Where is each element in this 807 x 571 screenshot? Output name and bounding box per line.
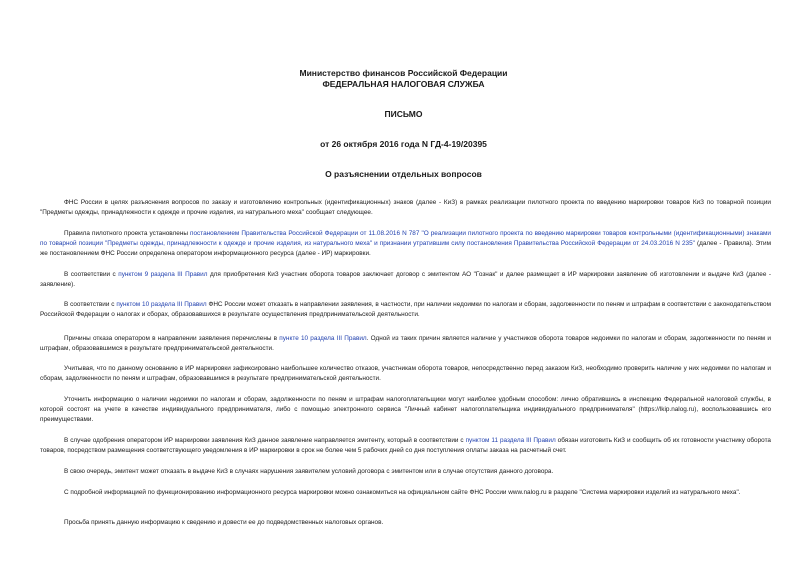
document-subject: О разъяснении отдельных вопросов	[325, 169, 482, 179]
paragraph-11: Просьба принять данную информацию к сведению и довести ее до подведомственных налоговых органов.	[64, 519, 384, 526]
document-type: ПИСЬМО	[384, 109, 423, 119]
rule-link[interactable]: пунктом 10 раздела III Правил	[116, 301, 207, 308]
rule-link[interactable]: пунктом 9 раздела III Правил	[118, 271, 208, 278]
paragraph-5	[40, 334, 771, 354]
rule-link[interactable]: пунктом 11 раздела III Правил	[465, 437, 556, 444]
paragraph-text: Правила пилотного проекта установлены	[64, 230, 191, 237]
paragraph-text: В случае одобрения оператором ИР маркировки заявления КиЗ данное заявление направляется эмитенту, который в соответствии с	[64, 437, 466, 444]
service-name: ФЕДЕРАЛЬНАЯ НАЛОГОВАЯ СЛУЖБА	[322, 79, 485, 89]
paragraph-2	[40, 229, 771, 259]
paragraph-6: Учитывая, что по данному основанию в ИР маркировки зафиксировано наибольшее количество отказов, участникам оборота товаров, непосредственно перед заказом КиЗ, необходимо проверить наличие у них недоимки по налогам и сборам, задолженности по пеням и штрафам, образовавшимся в результате предпринимательской деятельности.	[40, 365, 771, 382]
paragraph-text: . Одной из таких причин является наличие у участников оборота товаров недоимки по налогам и сборам, задолженности по пеням и штрафам, образовавшимся в результате предпринимательской деятельности.	[40, 335, 771, 352]
decree-link[interactable]: постановлением Правительства Российской Федерации от 11.08.2016 N 787 "О реализации пилотного проекта по введению маркировки товаров контрольными (идентификационными) знаками по товарной позиции "Предметы одежды, принадлежности к одежде и прочие изделия, из натурального меха" и признании утратившим силу постановления Правительства Российской Федерации от 24.03.2016 N 235"	[40, 230, 771, 247]
paragraph-9: В свою очередь, эмитент может отказать в выдаче КиЗ в случаях нарушения заявителем условий договора с эмитентом или в случае отсутствия данного договора.	[64, 468, 554, 475]
paragraph-7: Уточнить информацию о наличии недоимки по налогам и сборам, задолженности по пеням и штрафам налогоплательщики могут наиболее удобным способом: лично обратившись в инспекцию Федеральной налоговой службы, в которой состоят на учете в качестве индивидуального предпринимателя, либо с помощью электронного сервиса "Личный кабинет налогоплательщика индивидуального предпринимателя" (https://lkip.nalog.ru), воспользовавшись его преимуществами.	[40, 396, 771, 423]
paragraph-text: В соответствии с	[64, 301, 117, 308]
paragraph-8	[40, 436, 771, 456]
paragraph-text: (далее - Правила). Этим же постановлением ФНС России определена оператором информационного ресурса (далее - ИР) маркировки.	[40, 240, 771, 257]
paragraph-10: С подробной информацией по функционированию информационного ресурса маркировки можно ознакомиться на официальном сайте ФНС России www.nalog.ru в разделе "Система маркировки изделий из натурального меха".	[64, 489, 741, 496]
paragraph-1: ФНС России в целях разъяснения вопросов по заказу и изготовлению контрольных (идентификационных) знаков (далее - КиЗ) в рамках реализации пилотного проекта по введению маркировки товаров КиЗ по товарной позиции "Предметы одежды, принадлежности к одежде и прочие изделия, из натурального меха" сообщает следующее.	[40, 199, 771, 216]
paragraph-text: Причины отказа оператором в направлении заявления перечислены в	[64, 335, 280, 342]
paragraph-4	[40, 300, 771, 320]
paragraph-text: ФНС России может отказать в направлении заявления, в частности, при наличии недоимки по налогам и сборам, задолженности по пеням и штрафам в соответствии с законодательством Российской Федерации о налогах и сборах, образовавшихся в результате осуществления предпринимательской деятельности.	[40, 301, 771, 318]
paragraph-3	[40, 270, 771, 290]
paragraph-text: В соответствии с	[64, 271, 119, 278]
ministry-name: Министерство финансов Российской Федерации	[299, 68, 508, 78]
rule-link[interactable]: пункте 10 раздела III Правил	[279, 335, 367, 342]
paragraph-text: обязан изготовить КиЗ и сообщить об их готовности участнику оборота товаров, посредством размещения соответствующего уведомления в ИР маркировки в срок не более чем 5 рабочих дней со дня поступления оплаты заказа на расчетный счет.	[40, 437, 771, 454]
paragraph-text: для приобретения КиЗ участник оборота товаров заключает договор с эмитентом АО "Гознак" и далее размещает в ИР маркировки заявление об изготовлении и выдаче КиЗ (далее - заявление).	[40, 271, 771, 288]
document-date-number: от 26 октября 2016 года N ГД-4-19/20395	[320, 139, 487, 149]
